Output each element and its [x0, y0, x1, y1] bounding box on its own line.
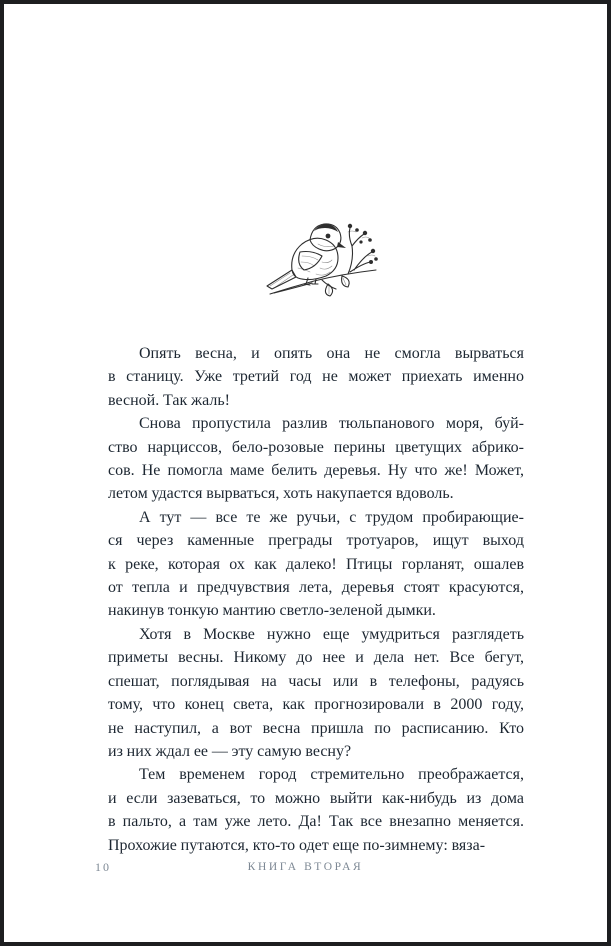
body-line: ство нарциссов, бело-розовые перины цветущих абрико- [108, 438, 524, 456]
body-line: не наступил, а вот весна пришла по расписанию. Кто [108, 719, 524, 737]
body-line: от тепла и предчувствия лета, деревья стоят красуются, [108, 579, 524, 597]
body-line: летом удастся вырваться, хоть накупается вдоволь. [108, 485, 454, 503]
body-line: Опять весна, и опять она не смогла вырваться [139, 345, 524, 362]
flower-sprig-icon [348, 224, 378, 274]
body-line: Прохожие путаются, кто-то одет еще по-зимнему: вяза- [108, 836, 486, 854]
body-line: и если зазеваться, то можно выйти как-нибудь из дома [108, 789, 524, 807]
body-line: накинув тонкую мантию светло-зеленой дымки. [108, 602, 436, 620]
paragraph [108, 623, 524, 763]
body-line: из них ждал ее — эту самую весну? [108, 742, 352, 760]
body-line: весной. Так жаль! [108, 391, 230, 409]
body-line: в пальто, а там уже лето. Да! Так все внезапно меняется. [108, 813, 524, 831]
text-block [108, 342, 524, 857]
paragraph [108, 412, 524, 506]
body-line: сов. Не помогла маме белить деревья. Ну что же! Может, [108, 462, 524, 480]
body-line: А тут — все те же ручьи, с трудом пробирающие- [139, 508, 524, 526]
body-line: Снова пропустила разлив тюльпанового моря, буй- [139, 415, 524, 433]
body-line: Хотя в Москве нужно еще умудриться разглядеть [139, 625, 524, 643]
body-line: приметы весны. Никому до нее и дела нет. Все бегут, [108, 649, 524, 667]
body-line: Тем временем город стремительно преображается, [139, 766, 524, 784]
paragraph [108, 342, 524, 412]
paragraph [108, 506, 524, 623]
page-number: 10 [95, 860, 111, 874]
paragraph [108, 763, 524, 857]
bird-icon [267, 224, 346, 289]
body-line: в станицу. Уже третий год не может приехать именно [108, 368, 524, 386]
body-line: ся через каменные преграды тротуаров, ищут выход [108, 532, 524, 550]
body-line: к реке, которая ох как далеко! Птицы горланят, ошалев [108, 555, 524, 573]
body-line: тому, что конец света, как прогнозировали в 2000 году, [108, 696, 524, 714]
body-line: спешат, поглядывая на часы или в телефоны, радуясь [108, 672, 524, 690]
bird-illustration [262, 214, 380, 300]
running-title: КНИГА ВТОРАЯ [247, 861, 364, 873]
